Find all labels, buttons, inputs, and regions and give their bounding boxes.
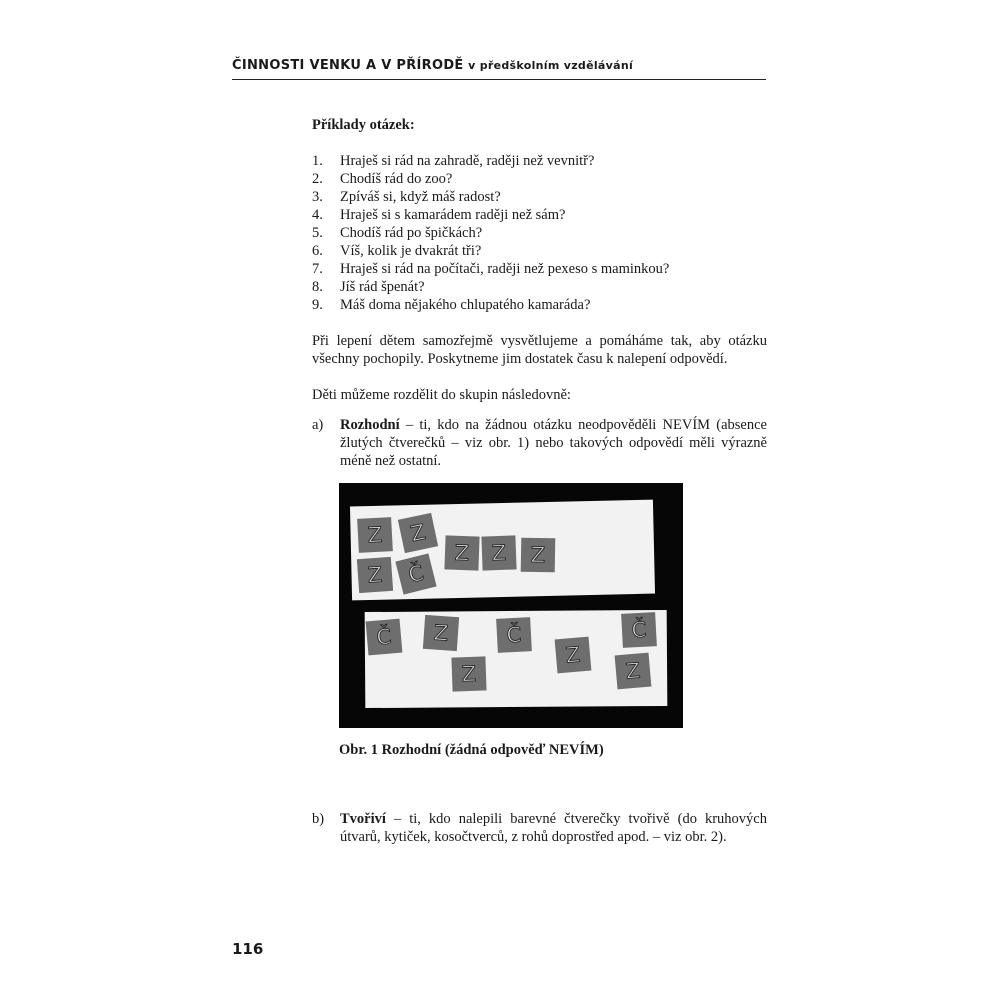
list-item [312, 152, 767, 170]
tile-letter: Č [395, 553, 436, 594]
list-item [312, 296, 767, 314]
list-number: 6. [312, 243, 323, 259]
main-content-continued [312, 810, 767, 846]
list-text: Hraješ si s kamarádem raději než sám? [340, 207, 566, 223]
list-item [312, 170, 767, 188]
list-number: 3. [312, 189, 323, 205]
list-item [312, 224, 767, 242]
main-content [312, 116, 767, 470]
list-item [312, 278, 767, 296]
item-mark: b) [312, 811, 325, 827]
tile-letter: Č [621, 612, 657, 648]
tile-letter: Z [357, 557, 393, 593]
paragraph: Děti můžeme rozdělit do skupin následovně: [312, 387, 571, 403]
header-subtitle: v předškolním vzdělávání [468, 59, 634, 72]
list-text: Máš doma nějakého chlupatého kamaráda? [340, 297, 591, 313]
tile-letter: Z [357, 517, 393, 553]
list-text: Jíš rád špenát? [340, 279, 425, 295]
list-number: 7. [312, 261, 323, 277]
list-text: Víš, kolik je dvakrát tři? [340, 243, 482, 259]
item-mark: a) [312, 417, 324, 433]
tile-letter: Z [615, 653, 652, 690]
list-item [312, 242, 767, 260]
list-text: Hraješ si rád na počítači, raději než pexeso s maminkou? [340, 261, 670, 277]
list-text: Hraješ si rád na zahradě, raději než vevnitř? [340, 153, 595, 169]
item-body [340, 810, 767, 846]
list-number: 1. [312, 153, 323, 169]
list-text: Zpíváš si, když máš radost? [340, 189, 501, 205]
header-title: ČINNOSTI VENKU A V PŘÍRODĚ [232, 58, 464, 73]
list-number: 5. [312, 225, 323, 241]
item-text: – ti, kdo na žádnou otázku neodpověděli NEVÍM (absence žlutých čtverečků – viz obr. 1) nebo takových odpovědí měli výrazně méně než ostatní. [340, 417, 767, 469]
running-header [232, 58, 766, 73]
figure-photo [339, 483, 683, 728]
tile-letter: Z [444, 535, 479, 570]
item-term: Tvořiví [340, 811, 386, 827]
group-item-b [312, 810, 767, 846]
list-number: 9. [312, 297, 323, 313]
question-list [312, 152, 767, 314]
tile-letter: Z [521, 538, 556, 573]
item-body [340, 416, 767, 470]
group-item-a [312, 416, 767, 470]
tile-letter: Z [398, 513, 438, 553]
list-text: Chodíš rád do zoo? [340, 171, 453, 187]
list-number: 8. [312, 279, 323, 295]
list-item [312, 188, 767, 206]
list-text: Chodíš rád po špičkách? [340, 225, 483, 241]
list-item [312, 260, 767, 278]
paragraph: Při lepení dětem samozřejmě vysvětlujeme a pomáháme tak, aby otázku všechny pochopily. Poskytneme jim dostatek času k nalepení odpovědí. [312, 333, 767, 367]
list-number: 4. [312, 207, 323, 223]
page-number: 116 [232, 940, 264, 958]
header-rule [232, 79, 766, 80]
tile-letter: Z [423, 615, 459, 651]
figure-caption: Obr. 1 Rozhodní (žádná odpověď NEVÍM) [339, 742, 604, 758]
tile-letter: Č [366, 619, 403, 656]
list-item [312, 206, 767, 224]
tile-letter: Z [481, 535, 516, 570]
tile-letter: Z [451, 656, 486, 691]
item-term: Rozhodní [340, 417, 400, 433]
tile-letter: Č [496, 617, 532, 653]
examples-heading: Příklady otázek: [312, 117, 415, 133]
item-text: – ti, kdo nalepili barevné čtverečky tvořivě (do kruhových útvarů, kytiček, kosočtverců, z rohů doprostřed apod. – viz obr. 2). [340, 811, 767, 845]
tile-letter: Z [555, 637, 592, 674]
list-number: 2. [312, 171, 323, 187]
